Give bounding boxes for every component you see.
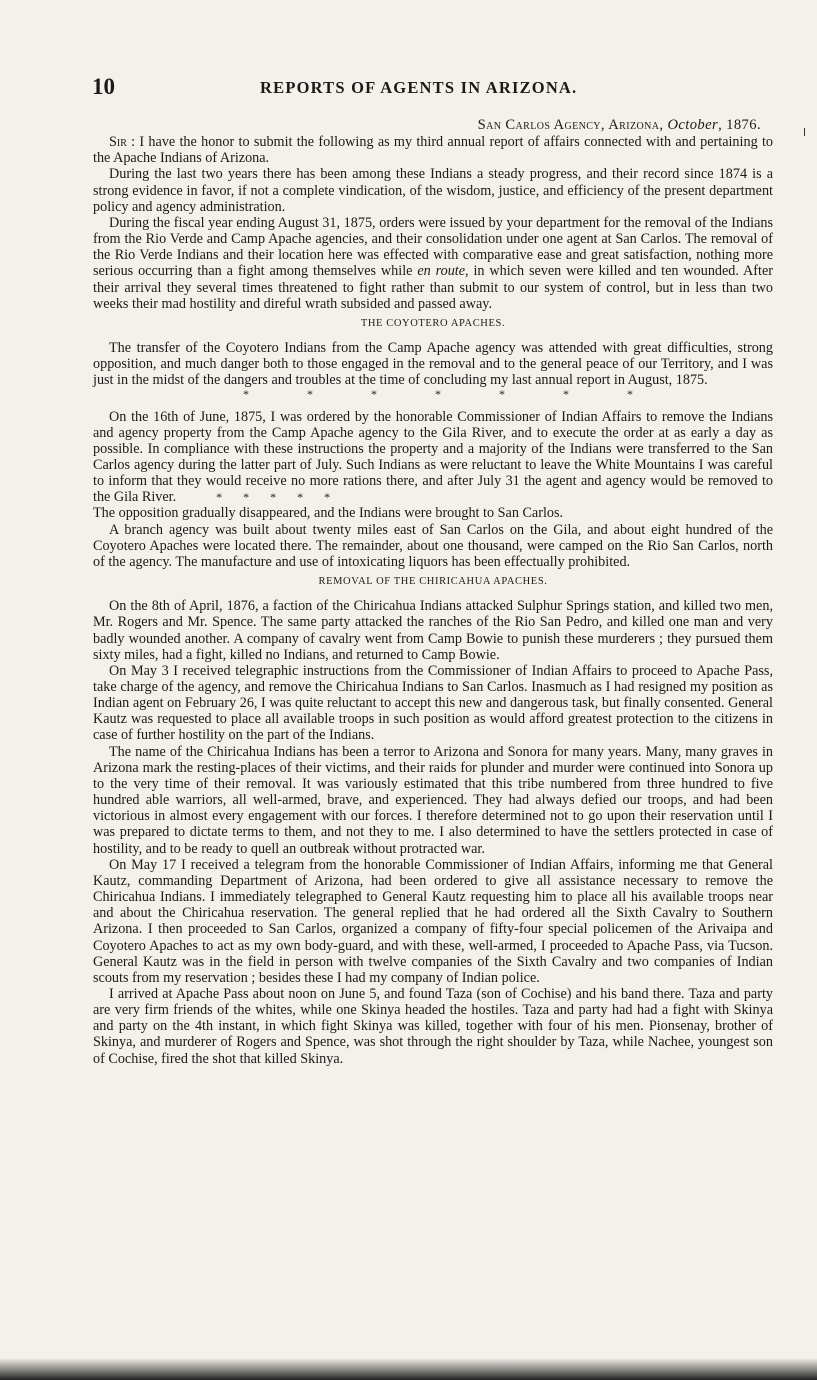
removal-text-a: During the fiscal year ending August 31, 1875, orders were issued by your department for the removal of the Indians from the Rio Verde and Camp Apache agencies, and their consolidation under one agent at San Carlos. The removal of the Rio Verde Indians and their location here was effected with comparative ease and great satisfaction, nothing more serious occurring than a fight among themselves while xyxy=(93,214,773,280)
salutation: Sir : xyxy=(109,134,136,151)
running-title: REPORTS OF AGENTS IN ARIZONA. xyxy=(260,78,578,97)
chiricahua-paragraph-5: I arrived at Apache Pass about noon on June 5, and found Taza (son of Cochise) and his band there. Taza and party are very firm friends of the whites, while one Skinya headed the hostiles. Taza and party had had a fight with Skinya and party on the 4th instant, in which fight Skinya was killed, together with four of his men. Pionsenay, brother of Skinya, and murderer of Rogers and Spence, was shot through the right shoulder by Taza, while Nachee, youngest son of Cochise, fired the shot that killed Skinya. xyxy=(93,985,773,1067)
dateline-place: San Carlos Agency, Arizona, xyxy=(477,117,664,133)
coyotero-p2-text: On the 16th of June, 1875, I was ordered by the honorable Commissioner of Indian Affairs to remove the Indians and agency property from the Camp Apache agency to the Gila River, and to execute the order at as early a day as possible. In compliance with these instructions the property and a majority of the Indians were transferred to the San Carlos agency during the latter part of July. Such Indians as were reluctant to leave the White Mountains I was careful to inform that they would receive no more rations there, and after July 31 the agent and agency would be removed to the Gila River. xyxy=(93,408,773,506)
dateline-month: October xyxy=(667,117,719,133)
dateline xyxy=(93,117,773,133)
coyotero-paragraph-4: A branch agency was built about twenty miles east of San Carlos on the Gila, and about eight hundred of the Coyotero Apaches were located there. The remainder, about one thousand, were camped on the Rio San Carlos, north of the agency. The manufacture and use of intoxicating liquors has been effectually prohibited. xyxy=(93,521,773,570)
section-heading-coyotero: THE COYOTERO APACHES. xyxy=(360,317,506,329)
chiricahua-paragraph-3: The name of the Chiricahua Indians has been a terror to Arizona and Sonora for many years. Many, many graves in Arizona mark the resting-places of their victims, and their raids for plunder and murder were continued into Sonora up to the very time of their removal. It was variously estimated that this tribe numbered from three hundred to five hundred able warriors, all well-armed, brave, and experienced. They had always defied our troops, and had been victorious in almost every engagement with our forces. I therefore determined not to go upon their reservation until I was prepared to dictate terms to them, and not they to me. I also determined to have the settlers protected in case of hostility, and to be ready to quell an outbreak without protracted war. xyxy=(93,743,773,857)
coyotero-paragraph-2 xyxy=(93,409,773,506)
removal-paragraph xyxy=(93,215,773,312)
ellipsis-stars: * * * * * * * xyxy=(243,386,633,401)
margin-mark xyxy=(804,128,805,136)
progress-paragraph: During the last two years there has been among these Indians a steady progress, and their record since 1874 is a strong evidence in favor, if not a complete vindication, of the wisdom, justice, and efficiency of the present department policy and agency administration. xyxy=(93,166,773,215)
chiricahua-paragraph-1: On the 8th of April, 1876, a faction of the Chiricahua Indians attacked Sulphur Springs station, and killed two men, Mr. Rogers and Mr. Spence. The same party attacked the ranches of the Rio San Pedro, and killed one man and very badly wounded another. A company of cavalry went from Camp Bowie to punish these murderers ; they pursued them sixty miles, had a fight, killed no Indians, and returned to Camp Bowie. xyxy=(93,598,773,663)
page-bottom-edge xyxy=(0,1358,817,1380)
page-number: 10 xyxy=(92,74,115,99)
chiricahua-paragraph-2: On May 3 I received telegraphic instructions from the Commissioner of Indian Affairs to proceed to Apache Pass, take charge of the agency, and remove the Chiricahua Indians to San Carlos. Inasmuch as I had resigned my position as Indian agent on February 26, I was quite reluctant to accept this new and dangerous task, but finally consented. General Kautz was requested to place all available troops in such position as would afford greatest protection to the citizens in case of further hostility on the part of the Indians. xyxy=(93,662,773,744)
section-heading-chiricahua: REMOVAL OF THE CHIRICAHUA APACHES. xyxy=(318,576,548,588)
dateline-year: , 1876. xyxy=(718,117,761,133)
chiricahua-paragraph-4: On May 17 I received a telegram from the honorable Commissioner of Indian Affairs, informing me that General Kautz, commanding Department of Arizona, had been ordered to give all assistance necessary to remove the Chiricahua Indians. I immediately telegraphed to General Kautz requesting him to place all his available troops near and about the Chiricahua reservation. The general replied that he had ordered all the Sixth Cavalry to Southern Arizona. I then proceeded to San Carlos, organized a company of fifty-four special policemen of the Arivaipa and Coyotero Apaches to act as my own body-guard, and with these, well-armed, I proceeded to Apache Pass, via Tucson. General Kautz was in the field in person with twelve companies of the Sixth Cavalry and two companies of Indian scouts from my reservation ; besides these I had my company of Indian police. xyxy=(93,856,773,986)
opening-paragraph xyxy=(93,134,773,166)
opening-text: I have the honor to submit the following as my third annual report of affairs connected with and pertaining to the Apache Indians of Arizona. xyxy=(93,134,773,167)
coyotero-paragraph-1: The transfer of the Coyotero Indians from the Camp Apache agency was attended with great difficulties, strong opposition, and much danger both to those engaged in the removal and to the general peace of our Territory, and I was just in the midst of the dangers and troubles at the time of concluding my last annual report in August, 1875. xyxy=(93,340,773,389)
inline-stars: * * * * * xyxy=(216,490,331,505)
report-body xyxy=(93,117,773,1067)
page-header xyxy=(92,74,772,104)
removal-text-b: , in which seven were killed and ten wounded. After their arrival they several times threatened to fight rather than submit to our system of control, but in less than two weeks their mad hostility and direful wrath subsided and passed away. xyxy=(93,263,773,312)
removal-italic: en route xyxy=(417,263,466,280)
coyotero-paragraph-3: The opposition gradually disappeared, and the Indians were brought to San Carlos. xyxy=(93,505,564,522)
